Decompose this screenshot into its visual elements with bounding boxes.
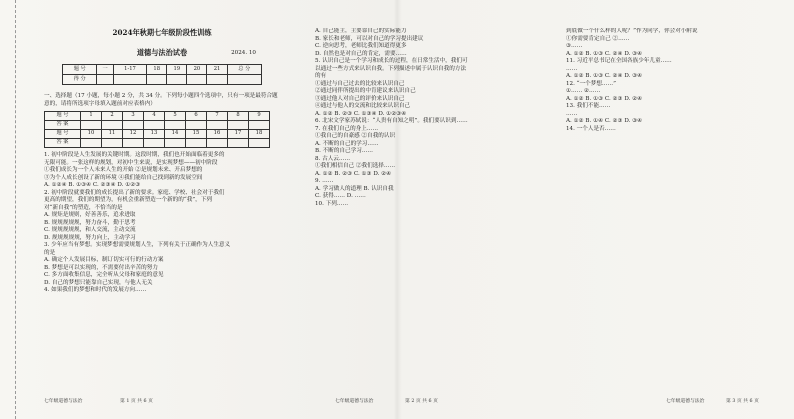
answer-cell: 8 bbox=[227, 112, 248, 121]
page-2 bbox=[315, 28, 515, 358]
question-line: 的有 bbox=[315, 73, 327, 79]
question-line: 13. 我们不能…… bbox=[566, 103, 611, 109]
score-cell: 19 bbox=[167, 65, 187, 75]
question-line: 的是 bbox=[44, 249, 56, 256]
exam-date: 2024. 10 bbox=[231, 50, 256, 56]
question-line: A. 自己能主，主要靠自己的实际能力 bbox=[315, 28, 407, 34]
question-line: ④通过与他人的交流和比较来认识自己 bbox=[315, 103, 411, 109]
question-line: 到底做一个什么样的人呢？”作为同学，你会对小附说 bbox=[566, 28, 698, 34]
question-list bbox=[315, 28, 515, 208]
answer-input-cell[interactable] bbox=[185, 121, 206, 130]
answer-cell: 4 bbox=[143, 112, 164, 121]
question-line: A. 学习做人的道理 B. 认识自我 bbox=[315, 185, 394, 192]
binding-margin bbox=[0, 0, 16, 419]
question-line: A. ①②④ B. ①③④ C. ②③④ D. ①②③ bbox=[44, 182, 141, 188]
answer-table-row bbox=[45, 121, 270, 130]
question-line: C. 规规规规规，和人交流，主动交流 bbox=[44, 227, 136, 233]
question-line: D. 自己的梦想只能靠自己实现，与他人无关 bbox=[44, 279, 153, 286]
score-input-cell[interactable] bbox=[97, 75, 113, 85]
answer-input-cell[interactable] bbox=[143, 139, 164, 148]
answer-cell: 答 案 bbox=[45, 139, 81, 148]
question-line: B. 家长和老师，可以对自己的学习提出建议 bbox=[315, 35, 424, 42]
answer-cell: 12 bbox=[122, 130, 143, 139]
subject-title-row bbox=[44, 48, 280, 58]
answer-input-cell[interactable] bbox=[122, 121, 143, 130]
question-line: 8. 古人云…… bbox=[315, 155, 351, 162]
answer-cell: 题 号 bbox=[45, 130, 81, 139]
answer-table-row bbox=[45, 130, 270, 139]
question-line: A. 规矩是规则，好善善乐，追求进取 bbox=[44, 212, 136, 218]
answer-input-cell[interactable] bbox=[122, 139, 143, 148]
question-line: ①我们成长为一个人未来人生的开始 ②是规划未来、开启梦想的 bbox=[44, 167, 203, 173]
answer-input-cell[interactable] bbox=[206, 139, 227, 148]
question-line: 3. 少年应当有梦想。实现梦想需要规划人生，下列有关于正确作为人生意义 bbox=[44, 242, 231, 248]
question-line: 5. 认识自己是一个学习和成长的过程，在日常生活中，我们可 bbox=[315, 58, 468, 64]
footer-page-number: 第 3 页 共 6 页 bbox=[726, 399, 759, 404]
score-input-cell[interactable] bbox=[207, 75, 227, 85]
question-line: A. ①② B. ①③ C. ②③ D. ②④ bbox=[566, 95, 643, 102]
question-line: 对“新自我”的塑造，不恰当的是 bbox=[44, 204, 123, 211]
question-line: ③…… bbox=[566, 43, 583, 49]
answer-input-cell[interactable] bbox=[248, 139, 269, 148]
question-line: A. ①② B. ②③ C. ①③ D. ②④ bbox=[315, 170, 392, 177]
question-line: C. 获得…… D. …… bbox=[315, 193, 366, 199]
question-line: ①通过与自己过去的比较来认识自己 bbox=[315, 80, 405, 87]
answer-cell: 14 bbox=[164, 130, 185, 139]
question-line: ③为个人成长创设了新的环境 ④我们能给自己找到新的发展空间 bbox=[44, 174, 203, 181]
answer-cell: 10 bbox=[80, 130, 101, 139]
question-line: ①我自己的自豪感 ②自我的认识 bbox=[315, 133, 396, 139]
question-line: A. 不断的自己的学习…… bbox=[315, 140, 379, 147]
question-line: C. 逆向思考，老师比我们知道得更多 bbox=[315, 43, 407, 49]
score-cell: 18 bbox=[147, 65, 167, 75]
question-line: 14. 一个人是否…… bbox=[566, 125, 616, 132]
question-line: ①…… ②…… bbox=[566, 88, 601, 94]
question-line: ①我们相信自己 ②我们选择…… bbox=[315, 163, 396, 169]
answer-cell: 18 bbox=[248, 130, 269, 139]
answer-input-cell[interactable] bbox=[248, 121, 269, 130]
answer-input-cell[interactable] bbox=[143, 121, 164, 130]
answer-input-cell[interactable] bbox=[227, 139, 248, 148]
question-line: C. 多方面收集信息，完全听从父母和家庭的意见 bbox=[44, 272, 164, 278]
footer-subject: 七年级道德与法治 bbox=[335, 399, 374, 404]
answer-input-cell[interactable] bbox=[101, 121, 122, 130]
question-line: 无限可能。一张这样的规划，对初中生来说，是实现梦想——初中阶段 bbox=[44, 159, 218, 166]
answer-cell: 9 bbox=[248, 112, 269, 121]
footer-subject: 七年级道德与法治 bbox=[666, 399, 705, 404]
footer-page-number: 第 2 页 共 6 页 bbox=[405, 399, 438, 404]
answer-cell: 17 bbox=[227, 130, 248, 139]
question-list bbox=[44, 152, 280, 295]
score-cell: 一 bbox=[97, 65, 113, 75]
score-table bbox=[62, 64, 262, 85]
footer-page-number: 第 1 页 共 6 页 bbox=[120, 399, 153, 404]
answer-cell: 答 案 bbox=[45, 121, 81, 130]
question-line: B. 梦想是可以实现的，不需要付出辛苦的努力 bbox=[44, 264, 158, 271]
question-line: 更高的期望，我们的期望为，有机会重新塑造一个新的的“我”，下列 bbox=[44, 197, 212, 203]
score-cell: 1-17 bbox=[113, 65, 146, 75]
score-cell: 题 号 bbox=[63, 65, 97, 75]
page-1 bbox=[44, 28, 280, 400]
answer-cell: 题 号 bbox=[45, 112, 81, 121]
score-cell: 总 分 bbox=[227, 65, 261, 75]
question-line: B. 不断的自己学习…… bbox=[315, 148, 374, 154]
answer-cell: 13 bbox=[143, 130, 164, 139]
answer-cell: 6 bbox=[185, 112, 206, 121]
score-input-cell[interactable] bbox=[167, 75, 187, 85]
answer-cell: 11 bbox=[101, 130, 122, 139]
answer-cell: 3 bbox=[122, 112, 143, 121]
question-line: 9. …… bbox=[315, 178, 334, 184]
score-table-header bbox=[63, 65, 262, 75]
answer-input-cell[interactable] bbox=[80, 121, 101, 130]
score-cell: 20 bbox=[187, 65, 207, 75]
answer-input-cell[interactable] bbox=[101, 139, 122, 148]
section-instructions: 一、选择题（17 小题，每小题 2 分，共 34 分。下列每小题四个选项中，只有一项是最符合题意的，请将所选项字母填入题前对应表格内） bbox=[44, 93, 278, 107]
question-line: 4. 如果我们的梦想和时代的发展方向…… bbox=[44, 287, 147, 293]
question-line: ①你需要肯定自己 ②…… bbox=[566, 35, 630, 42]
question-line: 以通过一些方式来认识自我。下列描述中属于认识自我的方法 bbox=[315, 65, 467, 72]
question-line: 6. 北宋文学家苏轼说：“人贵有自知之明”。我们要认识到…… bbox=[315, 118, 468, 124]
answer-input-cell[interactable] bbox=[164, 121, 185, 130]
page-3 bbox=[566, 28, 771, 348]
answer-cell: 2 bbox=[101, 112, 122, 121]
score-table-row bbox=[63, 75, 262, 85]
footer-subject: 七年级道德与法治 bbox=[44, 399, 83, 404]
question-line: A. ①② B. ②③ C. ①③④ D. ①②③④ bbox=[315, 110, 407, 117]
question-line: 12. “一个梦想……” bbox=[566, 80, 616, 87]
answer-input-cell[interactable] bbox=[80, 139, 101, 148]
answer-cell: 15 bbox=[185, 130, 206, 139]
question-line: B. 规规规规规，努力奋斗，勤于思考 bbox=[44, 219, 136, 226]
score-cell: 21 bbox=[207, 65, 227, 75]
answer-table-row bbox=[45, 139, 270, 148]
subject-title: 道德与法治试卷 bbox=[136, 48, 188, 57]
score-input-cell[interactable] bbox=[113, 75, 146, 85]
question-line: D. 自然也是对自己的肯定，需要…… bbox=[315, 50, 407, 57]
question-line: …… bbox=[566, 65, 578, 72]
question-line: A. 确定个人发展目标，制订切实可行的行动方案 bbox=[44, 257, 164, 263]
answer-cell: 1 bbox=[80, 112, 101, 121]
question-line: D. 规规规规规，努力向上，主动学习 bbox=[44, 234, 136, 241]
question-line: A. ①② B. ①③ C. ②④ D. ③④ bbox=[566, 73, 643, 79]
question-list bbox=[566, 28, 771, 133]
question-line: ③通过他人对自己的评价来认识自己 bbox=[315, 95, 405, 102]
answer-input-cell[interactable] bbox=[227, 121, 248, 130]
exam-title: 2024年秋期七年级阶段性训练 bbox=[112, 28, 212, 37]
score-input-cell[interactable] bbox=[187, 75, 207, 85]
answer-cell: 16 bbox=[206, 130, 227, 139]
answer-cell: 7 bbox=[206, 112, 227, 121]
question-line: ②通过同伴所提出的中肯建议来认识自己 bbox=[315, 88, 416, 94]
question-line: 11. 习近平总书记在全国各族少年儿童…… bbox=[566, 58, 672, 64]
question-line: A. ①② B. ①③ C. ②④ D. ③④ bbox=[566, 50, 643, 57]
answer-input-cell[interactable] bbox=[206, 121, 227, 130]
answer-input-cell[interactable] bbox=[185, 139, 206, 148]
score-input-cell[interactable] bbox=[147, 75, 167, 85]
question-line: 7. 在我们自己的身上…… bbox=[315, 125, 379, 132]
score-input-cell[interactable] bbox=[227, 75, 261, 85]
answer-table bbox=[44, 111, 270, 148]
score-cell: 得 分 bbox=[63, 75, 97, 85]
question-line: 1. 初中阶段是人生发展的关键时期。这段时期，我们也开始面临着更多的 bbox=[44, 152, 225, 158]
answer-table-row bbox=[45, 112, 270, 121]
question-line: 10. 下列…… bbox=[315, 200, 349, 207]
answer-cell: 5 bbox=[164, 112, 185, 121]
question-line: …… bbox=[566, 110, 578, 117]
question-line: A. ①② B. ①④ C. ②③ D. ③④ bbox=[566, 118, 643, 124]
question-line: 2. 初中阶段就要我们的成长提出了新的要求。家庭、学校、社会对于我们 bbox=[44, 189, 225, 196]
answer-input-cell[interactable] bbox=[164, 139, 185, 148]
